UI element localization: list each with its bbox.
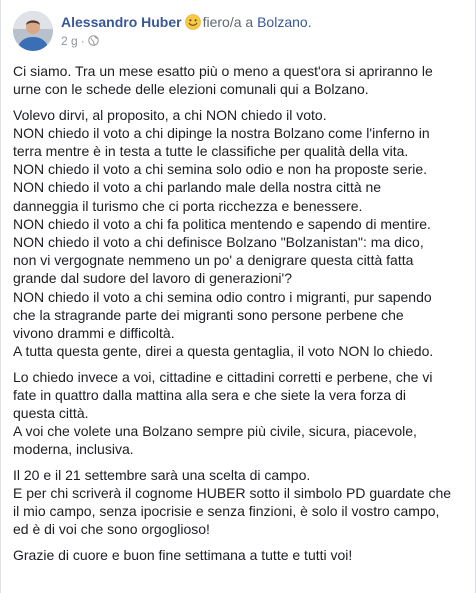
globe-icon[interactable] xyxy=(88,34,99,45)
post-body xyxy=(13,62,468,571)
separator-dot: · xyxy=(80,34,85,48)
text-line: grande dal sudore del lavoro di generazioni'? xyxy=(13,270,292,287)
avatar[interactable] xyxy=(13,11,53,51)
text-line: urne con le schede delle elezioni comunali qui a Bolzano. xyxy=(13,81,369,98)
text-line: NON chiedo il voto a chi fa politica mentendo e sapendo di mentire. xyxy=(13,215,431,232)
text-line: NON chiedo il voto a chi semina odio contro i migranti, pur sapendo xyxy=(13,288,432,305)
text-line: A tutta questa gente, direi a questa gentaglia, il voto NON lo chiedo. xyxy=(13,343,434,360)
author-line xyxy=(61,13,461,31)
text-line: NON chiedo il voto a chi definisce Bolzano "Bolzanistan": ma dico, xyxy=(13,234,424,251)
text-line: terra mentre è in testa a tutte le classifiche per qualità della vita. xyxy=(13,143,409,159)
text-line: Il 20 e il 21 settembre sarà una scelta di campo. xyxy=(13,466,311,483)
text-line: Ci siamo. Tra un mese esatto più o meno a quest'ora si apriranno le xyxy=(13,63,433,79)
text-line: Grazie di cuore e buon fine settimana a tutte e tutti voi! xyxy=(13,546,353,563)
avatar-photo-icon xyxy=(13,11,53,51)
post-meta xyxy=(61,13,461,49)
text-line: il mio campo, senza ipocrisie e senza finzioni, è solo il vostro campo, xyxy=(13,503,440,520)
text-line: NON chiedo il voto a chi semina solo odio e non ha proposte serie. xyxy=(13,161,428,178)
location-link[interactable]: Bolzano. xyxy=(257,14,312,30)
feeling-text: fiero/a a xyxy=(202,14,254,30)
text-line: A voi che volete una Bolzano sempre più civile, sicura, piacevole, xyxy=(13,423,417,440)
paragraph xyxy=(13,62,468,98)
smiling-face-emoji-icon xyxy=(185,14,201,30)
text-line: Lo chiedo invece a voi, cittadine e cittadini corretti e perbene, che vi xyxy=(13,368,433,385)
text-line: E per chi scriverà il cognome HUBER sotto il simbolo PD guardate che xyxy=(13,485,452,502)
author-name[interactable]: Alessandro Huber xyxy=(61,14,182,30)
text-line: moderna, inclusiva. xyxy=(13,441,134,458)
text-line: fate in quattro dalla mattina alla sera e che siete la vera forza di xyxy=(13,386,406,403)
text-line: che la stragrande parte dei migranti sono persone perbene che xyxy=(13,306,404,323)
text-line: NON chiedo il voto a chi parlando male della nostra città ne xyxy=(13,179,382,196)
paragraph xyxy=(13,466,468,539)
paragraph xyxy=(13,546,468,564)
paragraph xyxy=(13,106,468,361)
paragraph xyxy=(13,368,468,459)
post-timestamp[interactable]: 2 g xyxy=(61,34,78,48)
post-time-line xyxy=(61,33,461,49)
text-line: Volevo dirvi, al proposito, a chi NON chiedo il voto. xyxy=(13,106,327,123)
text-line: danneggia il turismo che ci porta ricchezza e benessere. xyxy=(13,197,363,214)
text-line: NON chiedo il voto a chi dipinge la nostra Bolzano come l'inferno in xyxy=(13,124,430,141)
text-line: questa città. xyxy=(13,405,89,422)
text-line: non vi vergognate nemmeno un po' a denigrare questa città fatta xyxy=(13,252,414,269)
text-line: vivono drammi e difficoltà. xyxy=(13,325,175,342)
text-line: ed è di voi che sono orgoglioso! xyxy=(13,521,210,538)
